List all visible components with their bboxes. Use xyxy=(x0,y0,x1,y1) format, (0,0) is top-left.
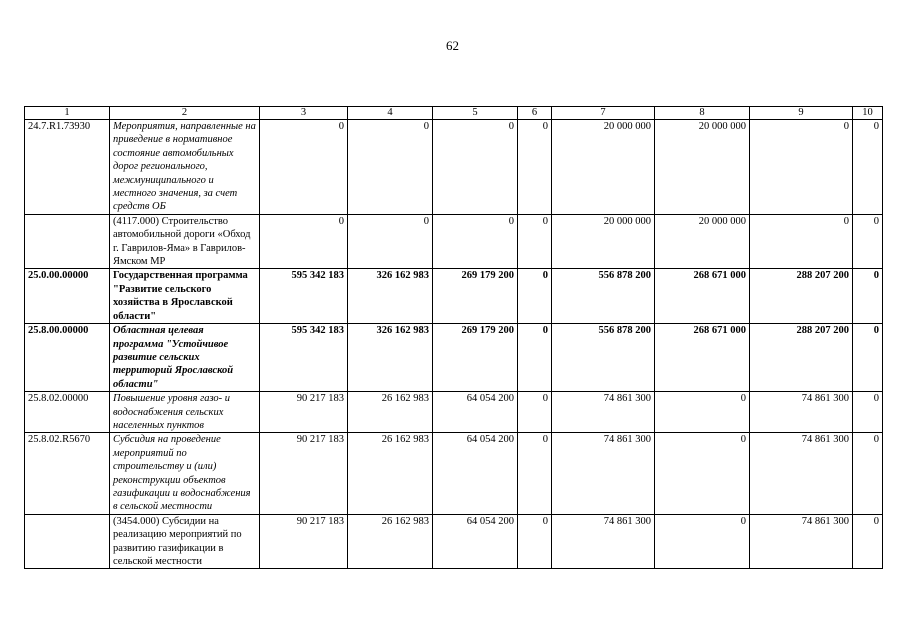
value-col-10: 0 xyxy=(853,324,883,392)
value-col-7: 556 878 200 xyxy=(552,269,655,324)
table-row xyxy=(25,269,883,324)
value-col-8: 268 671 000 xyxy=(655,269,750,324)
value-col-5: 269 179 200 xyxy=(433,324,518,392)
table-row xyxy=(25,514,883,569)
table-row xyxy=(25,433,883,514)
value-col-8: 0 xyxy=(655,433,750,514)
value-col-6: 0 xyxy=(518,269,552,324)
value-col-9: 288 207 200 xyxy=(750,269,853,324)
value-col-6: 0 xyxy=(518,120,552,215)
row-code: 25.8.00.00000 xyxy=(25,324,110,392)
value-col-5: 269 179 200 xyxy=(433,269,518,324)
value-col-8: 20 000 000 xyxy=(655,214,750,269)
column-header: 9 xyxy=(750,107,853,120)
value-col-10: 0 xyxy=(853,514,883,569)
value-col-6: 0 xyxy=(518,214,552,269)
value-col-8: 20 000 000 xyxy=(655,120,750,215)
value-col-3: 595 342 183 xyxy=(260,324,348,392)
value-col-4: 26 162 983 xyxy=(348,514,433,569)
value-col-10: 0 xyxy=(853,214,883,269)
value-col-9: 288 207 200 xyxy=(750,324,853,392)
value-col-5: 64 054 200 xyxy=(433,433,518,514)
row-code xyxy=(25,214,110,269)
row-code: 24.7.R1.73930 xyxy=(25,120,110,215)
row-code: 25.0.00.00000 xyxy=(25,269,110,324)
value-col-6: 0 xyxy=(518,392,552,433)
value-col-4: 0 xyxy=(348,120,433,215)
row-code xyxy=(25,514,110,569)
value-col-3: 90 217 183 xyxy=(260,392,348,433)
page-number: 62 xyxy=(446,38,459,53)
value-col-7: 74 861 300 xyxy=(552,433,655,514)
value-col-4: 326 162 983 xyxy=(348,324,433,392)
value-col-9: 0 xyxy=(750,214,853,269)
row-code: 25.8.02.R5670 xyxy=(25,433,110,514)
budget-table xyxy=(24,106,883,569)
table-row xyxy=(25,392,883,433)
value-col-5: 0 xyxy=(433,120,518,215)
value-col-8: 0 xyxy=(655,514,750,569)
value-col-5: 0 xyxy=(433,214,518,269)
column-header: 4 xyxy=(348,107,433,120)
value-col-3: 90 217 183 xyxy=(260,433,348,514)
value-col-10: 0 xyxy=(853,120,883,215)
column-header: 5 xyxy=(433,107,518,120)
table-row xyxy=(25,120,883,215)
value-col-10: 0 xyxy=(853,269,883,324)
value-col-6: 0 xyxy=(518,433,552,514)
value-col-9: 74 861 300 xyxy=(750,392,853,433)
row-name: (3454.000) Субсидии на реализацию мероприятий по развитию газификации в сельской местности xyxy=(110,514,260,569)
row-name: Повышение уровня газо- и водоснабжения сельских населенных пунктов xyxy=(110,392,260,433)
value-col-10: 0 xyxy=(853,392,883,433)
value-col-9: 0 xyxy=(750,120,853,215)
value-col-3: 595 342 183 xyxy=(260,269,348,324)
table-header-row xyxy=(25,107,883,120)
value-col-3: 0 xyxy=(260,214,348,269)
column-header: 10 xyxy=(853,107,883,120)
value-col-7: 74 861 300 xyxy=(552,392,655,433)
value-col-7: 556 878 200 xyxy=(552,324,655,392)
value-col-6: 0 xyxy=(518,324,552,392)
table-row xyxy=(25,214,883,269)
value-col-7: 20 000 000 xyxy=(552,120,655,215)
value-col-5: 64 054 200 xyxy=(433,392,518,433)
value-col-4: 26 162 983 xyxy=(348,433,433,514)
column-header: 8 xyxy=(655,107,750,120)
column-header: 6 xyxy=(518,107,552,120)
value-col-4: 26 162 983 xyxy=(348,392,433,433)
value-col-9: 74 861 300 xyxy=(750,433,853,514)
row-name: (4117.000) Строительство автомобильной дороги «Обход г. Гаврилов-Яма» в Гаврилов-Ямском МР xyxy=(110,214,260,269)
row-name: Государственная программа "Развитие сельского хозяйства в Ярославской области" xyxy=(110,269,260,324)
column-header: 1 xyxy=(25,107,110,120)
value-col-4: 0 xyxy=(348,214,433,269)
value-col-6: 0 xyxy=(518,514,552,569)
column-header: 7 xyxy=(552,107,655,120)
value-col-8: 0 xyxy=(655,392,750,433)
value-col-7: 74 861 300 xyxy=(552,514,655,569)
value-col-5: 64 054 200 xyxy=(433,514,518,569)
row-name: Областная целевая программа "Устойчивое развитие сельских территорий Ярославской области" xyxy=(110,324,260,392)
column-header: 2 xyxy=(110,107,260,120)
row-name: Мероприятия, направленные на приведение в нормативное состояние автомобильных дорог регионального, межмуниципального и местного значения, за счет средств ОБ xyxy=(110,120,260,215)
row-name: Субсидия на проведение мероприятий по строительству и (или) реконструкции объектов газификации и водоснабжения в сельской местности xyxy=(110,433,260,514)
value-col-8: 268 671 000 xyxy=(655,324,750,392)
column-header: 3 xyxy=(260,107,348,120)
value-col-3: 90 217 183 xyxy=(260,514,348,569)
value-col-3: 0 xyxy=(260,120,348,215)
value-col-10: 0 xyxy=(853,433,883,514)
value-col-7: 20 000 000 xyxy=(552,214,655,269)
row-code: 25.8.02.00000 xyxy=(25,392,110,433)
table-row xyxy=(25,324,883,392)
value-col-4: 326 162 983 xyxy=(348,269,433,324)
value-col-9: 74 861 300 xyxy=(750,514,853,569)
